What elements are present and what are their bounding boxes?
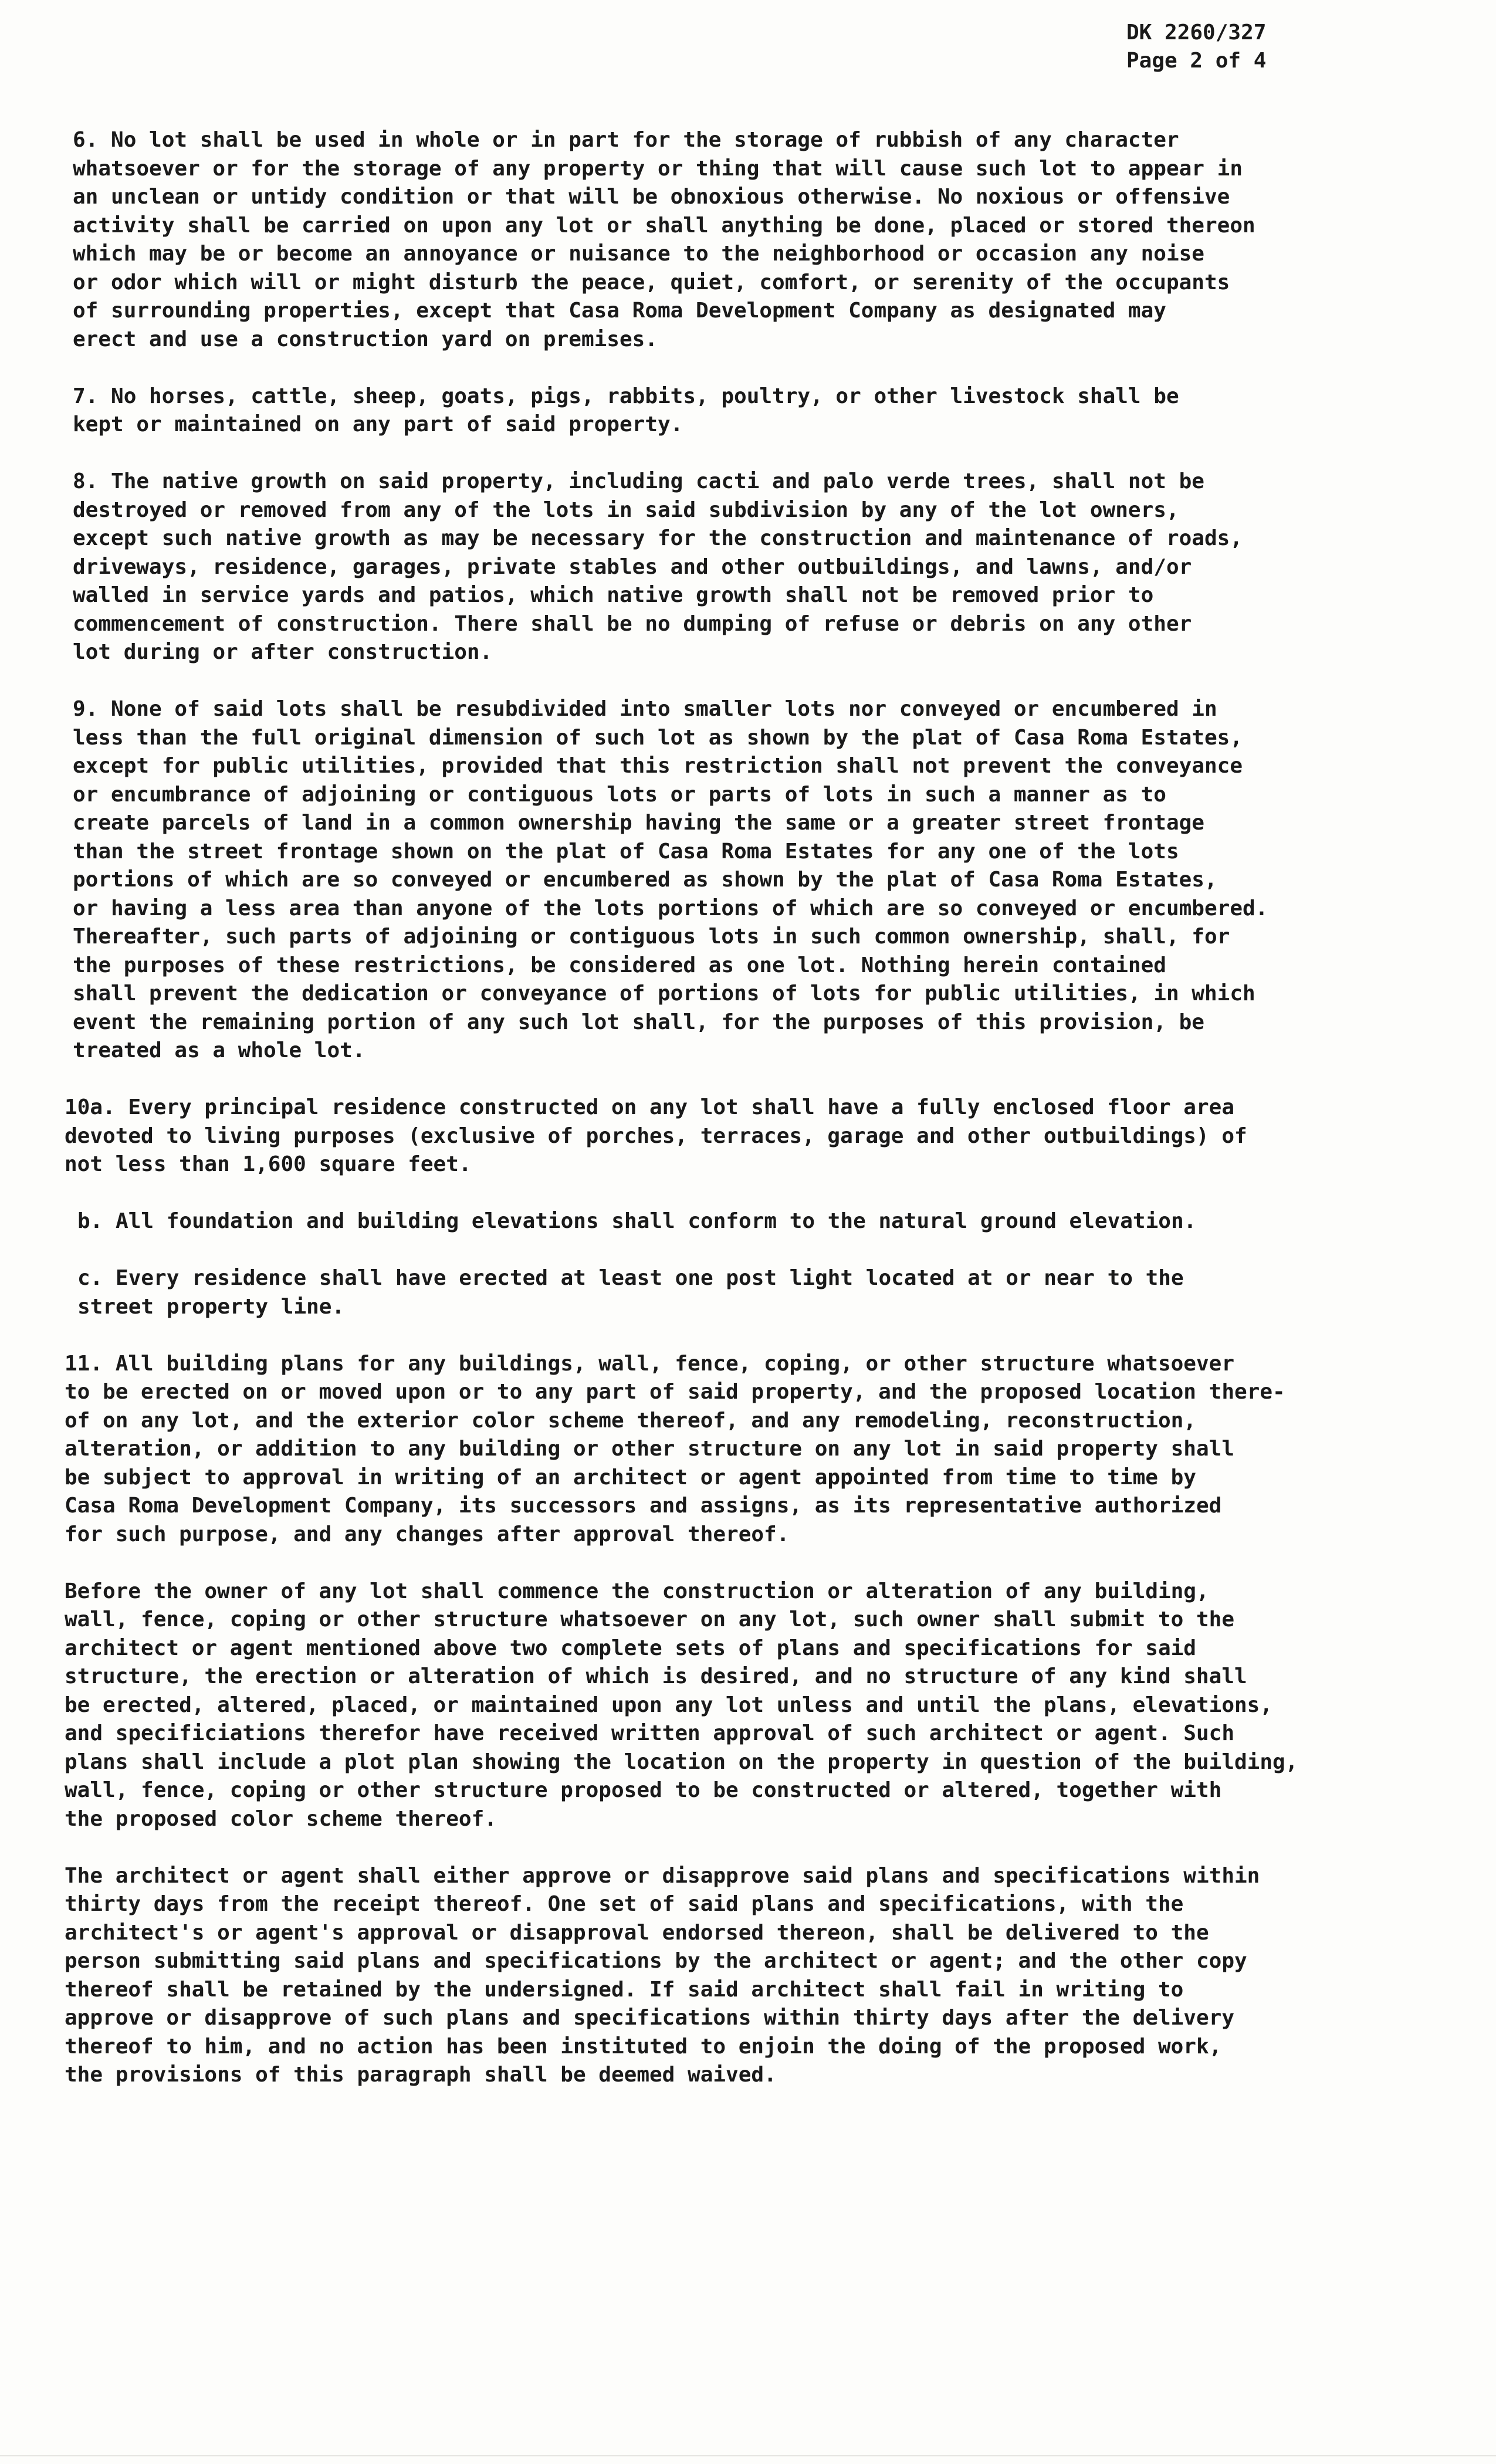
paragraph-11-submission: Before the owner of any lot shall commence the construction or alteration of any building, wall, fence, coping or other structure whatsoever on any lot, such owner shall submit to the architect or agent mentioned above two complete sets of plans and specifications for said structure, the erection or alteration of which is desired, and no structure of any kind shall be erected, altered, placed, or maintained upon any lot unless and until the plans, elevations, and specificiations therefor have received written approval of such architect or agent. Such plans shall include a plot plan showing the location on the property in question of the building, wall, fence, coping or other structure proposed to be constructed or altered, together with the proposed color scheme thereof. bbox=[65, 1579, 1298, 1831]
paragraph-7: 7. No horses, cattle, sheep, goats, pigs, rabbits, poultry, or other livestock shall be kept or maintained on any part of said property. bbox=[73, 384, 1179, 436]
page-edge bbox=[0, 2455, 1496, 2456]
page-number: Page 2 of 4 bbox=[1126, 49, 1267, 73]
paragraph-11: 11. All building plans for any buildings, wall, fence, coping, or other structure whatsoever to be erected on or moved upon or to any part of said property, and the proposed location there- of on any lot, and the exterior color scheme thereof, and any remodeling, reconstruction, alteration, or addition to any building or other structure on any lot in said property shall be subject to approval in writing of an architect or agent appointed from time to time by Casa Roma Development Company, its successors and assigns, as its representative authorized for such purpose, and any changes after approval thereof. bbox=[65, 1351, 1285, 1546]
paragraph-9: 9. None of said lots shall be resubdivided into smaller lots nor conveyed or encumbered in less than the full original dimension of such lot as shown by the plat of Casa Roma Estates, except for public utilities, provided that this restriction shall not prevent the conveyance or encumbrance of adjoining or contiguous lots or parts of lots in such a manner as to create parcels of land in a common ownership having the same or a greater street frontage than the street frontage shown on the plat of Casa Roma Estates for any one of the lots portions of which are so conveyed or encumbered as shown by the plat of Casa Roma Estates, or having a less area than anyone of the lots portions of which are so conveyed or encumbered. Thereafter, such parts of adjoining or contiguous lots in such common ownership, shall, for the purposes of these restrictions, be considered as one lot. Nothing herein contained shall prevent the dedication or conveyance of portions of lots for public utilities, in which event the remaining portion of any such lot shall, for the purposes of this provision, be treated as a whole lot. bbox=[73, 697, 1268, 1062]
paragraph-11-approval: The architect or agent shall either approve or disapprove said plans and specifications within thirty days from the receipt thereof. One set of said plans and specifications, with the architect's or agent's approval or disapproval endorsed thereon, shall be delivered to the person submitting said plans and specifications by the architect or agent; and the other copy thereof shall be retained by the undersigned. If said architect shall fail in writing to approve or disapprove of such plans and specifications within thirty days after the delivery thereof to him, and no action has been instituted to enjoin the doing of the proposed work, the provisions of this paragraph shall be deemed waived. bbox=[65, 1863, 1260, 2087]
paragraph-10b: b. All foundation and building elevations shall conform to the natural ground elevation. bbox=[77, 1209, 1197, 1233]
document-body bbox=[65, 126, 1443, 2118]
document-reference: DK 2260/327 bbox=[1126, 21, 1267, 45]
document-header bbox=[1126, 19, 1266, 75]
paragraph-8: 8. The native growth on said property, including cacti and palo verde trees, shall not be destroyed or removed from any of the lots in said subdivision by any of the lot owners, except such native growth as may be necessary for the construction and maintenance of roads, driveways, residence, garages, private stables and other outbuildings, and lawns, and/or walled in service yards and patios, which native growth shall not be removed prior to commencement of construction. There shall be no dumping of refuse or debris on any other lot during or after construction. bbox=[73, 469, 1243, 664]
paragraph-10a: 10a. Every principal residence constructed on any lot shall have a fully enclosed floor area devoted to living purposes (exclusive of porches, terraces, garage and other outbuildings) of not less than 1,600 square feet. bbox=[65, 1095, 1247, 1176]
paragraph-6: 6. No lot shall be used in whole or in part for the storage of rubbish of any character whatsoever or for the storage of any property or thing that will cause such lot to appear in an unclean or untidy condition or that will be obnoxious otherwise. No noxious or offensive activity shall be carried on upon any lot or shall anything be done, placed or stored thereon which may be or become an annoyance or nuisance to the neighborhood or occasion any noise or odor which will or might disturb the peace, quiet, comfort, or serenity of the occupants of surrounding properties, except that Casa Roma Development Company as designated may erect and use a construction yard on premises. bbox=[73, 128, 1255, 351]
paragraph-10c: c. Every residence shall have erected at least one post light located at or near to the street property line. bbox=[77, 1266, 1184, 1319]
